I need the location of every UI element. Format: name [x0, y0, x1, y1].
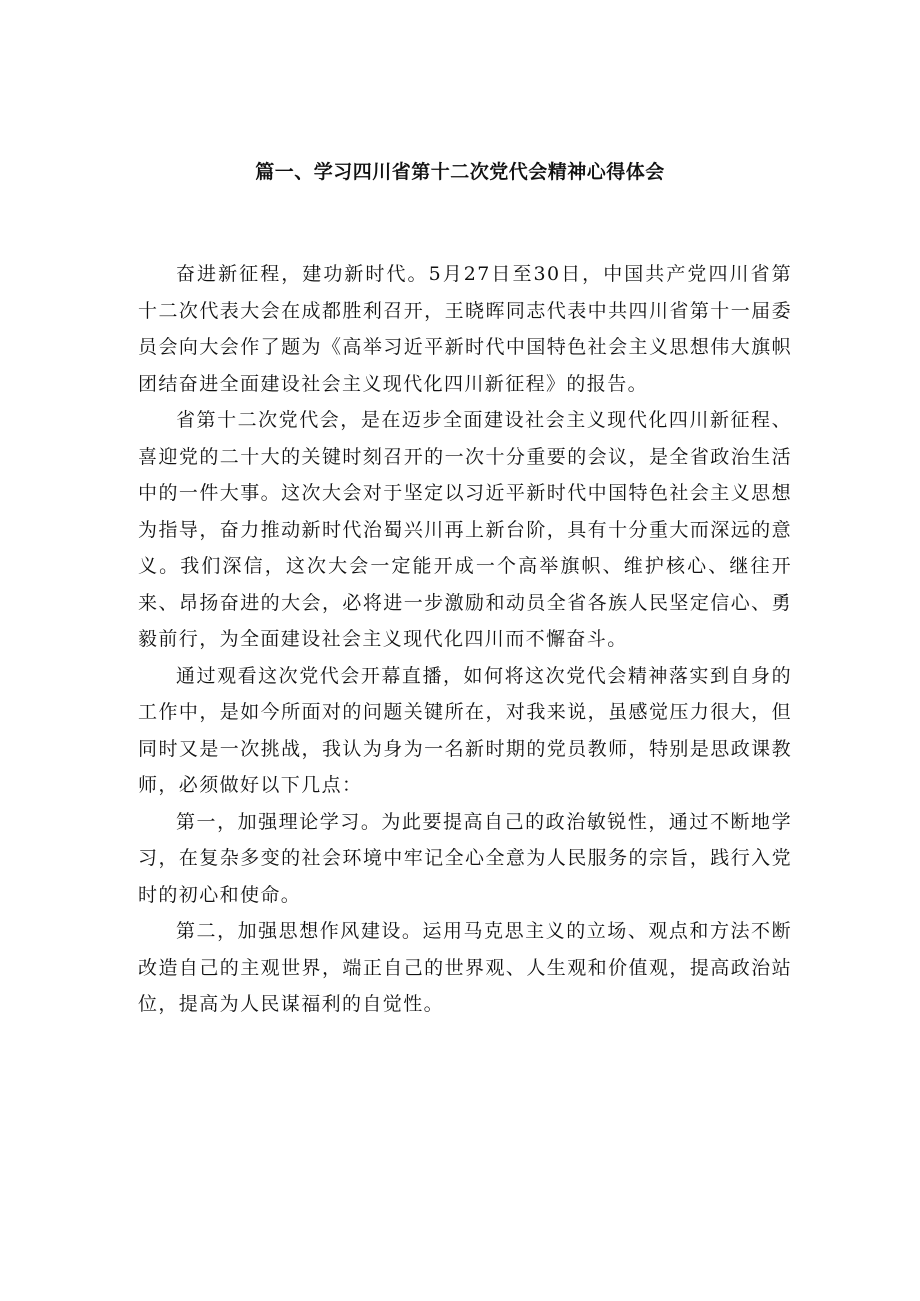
- paragraph: 第二，加强思想作风建设。运用马克思主义的立场、观点和方法不断改造自己的主观世界，端正自己的世界观、人生观和价值观，提高政治站位，提高为人民谋福利的自觉性。: [138, 920, 792, 1015]
- paragraph: 第一，加强理论学习。为此要提高自己的政治敏锐性，通过不断地学习，在复杂多变的社会环境中牢记全心全意为人民服务的宗旨，践行入党时的初心和使命。: [138, 810, 792, 906]
- paragraph: 奋进新征程，建功新时代。5月27日至30日，中国共产党四川省第十二次代表大会在成都胜利召开，王晓晖同志代表中共四川省第十一届委员会向大会作了题为《高举习近平新时代中国特色社会主义思想伟大旗帜团结奋进全面建设社会主义现代化四川新征程》的报告。: [138, 263, 792, 395]
- paragraph: 通过观看这次党代会开幕直播，如何将这次党代会精神落实到自身的工作中，是如今所面对的问题关键所在，对我来说，虽感觉压力很大，但同时又是一次挑战，我认为身为一名新时期的党员教师，特别是思政课教师，必须做好以下几点：: [138, 664, 792, 796]
- document-body: [138, 256, 792, 1023]
- paragraph: 省第十二次党代会，是在迈步全面建设社会主义现代化四川新征程、喜迎党的二十大的关键时刻召开的一次十分重要的会议，是全省政治生活中的一件大事。这次大会对于坚定以习近平新时代中国特色社会主义思想为指导，奋力推动新时代治蜀兴川再上新台阶，具有十分重大而深远的意义。我们深信，这次大会一定能开成一个高举旗帜、维护核心、继往开来、昂扬奋进的大会，必将进一步激励和动员全省各族人民坚定信心、勇毅前行，为全面建设社会主义现代化四川而不懈奋斗。: [138, 409, 792, 650]
- document-title: 篇一、学习四川省第十二次党代会精神心得体会: [255, 161, 665, 183]
